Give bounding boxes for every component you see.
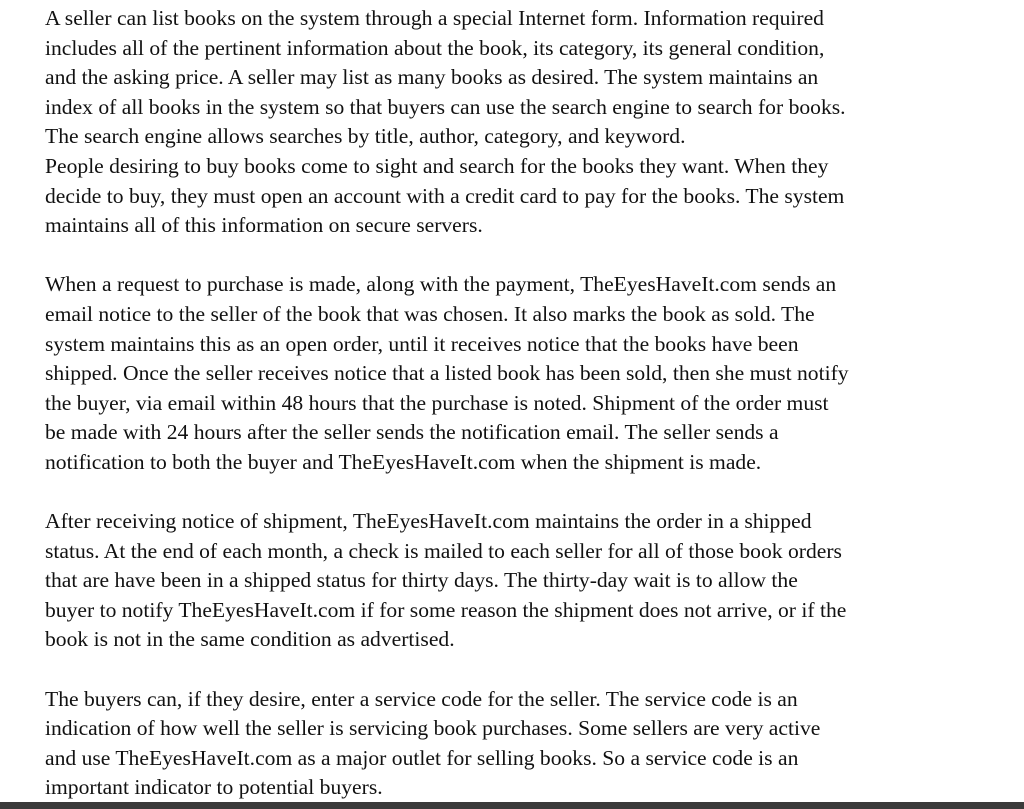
text-line: book is not in the same condition as advertised. bbox=[45, 627, 455, 652]
text-line: email notice to the seller of the book that was chosen. It also marks the book as sold. The bbox=[45, 301, 815, 326]
text-line: maintains all of this information on secure servers. bbox=[45, 213, 483, 238]
text-line: the buyer, via email within 48 hours that the purchase is noted. Shipment of the order must bbox=[45, 390, 829, 415]
paragraph-seller-listing bbox=[45, 4, 1017, 152]
text-line: decide to buy, they must open an account with a credit card to pay for the books. The system bbox=[45, 183, 845, 208]
text-line: status. At the end of each month, a check is mailed to each seller for all of those book orders bbox=[45, 538, 842, 563]
paragraph-spacer bbox=[45, 241, 1017, 271]
text-line: shipped. Once the seller receives notice that a listed book has been sold, then she must notify bbox=[45, 361, 849, 386]
text-line: includes all of the pertinent information about the book, its category, its general condition, bbox=[45, 35, 825, 60]
document-body bbox=[45, 4, 1017, 803]
text-line: When a request to purchase is made, along with the payment, TheEyesHaveIt.com sends an bbox=[45, 272, 837, 297]
paragraph-spacer bbox=[45, 478, 1017, 508]
text-line: and the asking price. A seller may list as many books as desired. The system maintains an bbox=[45, 65, 819, 90]
text-line: be made with 24 hours after the seller sends the notification email. The seller sends a bbox=[45, 420, 779, 445]
paragraph-shipment-status bbox=[45, 507, 1017, 655]
text-line: A seller can list books on the system through a special Internet form. Information required bbox=[45, 6, 824, 30]
text-line: that are have been in a shipped status for thirty days. The thirty-day wait is to allow the bbox=[45, 568, 798, 593]
text-line: system maintains this as an open order, until it receives notice that the books have been bbox=[45, 331, 799, 356]
text-line: important indicator to potential buyers. bbox=[45, 775, 383, 800]
text-line: People desiring to buy books come to sight and search for the books they want. When they bbox=[45, 153, 829, 178]
text-line: notification to both the buyer and TheEyesHaveIt.com when the shipment is made. bbox=[45, 449, 762, 474]
text-line: indication of how well the seller is servicing book purchases. Some sellers are very active bbox=[45, 716, 821, 741]
text-line: The buyers can, if they desire, enter a service code for the seller. The service code is an bbox=[45, 686, 798, 711]
text-line: The search engine allows searches by title, author, category, and keyword. bbox=[45, 124, 686, 149]
text-line: and use TheEyesHaveIt.com as a major outlet for selling books. So a service code is an bbox=[45, 745, 799, 770]
paragraph-spacer bbox=[45, 655, 1017, 685]
text-line: index of all books in the system so that buyers can use the search engine to search for books. bbox=[45, 94, 846, 119]
paragraph-service-code bbox=[45, 685, 1017, 803]
text-line: After receiving notice of shipment, TheEyesHaveIt.com maintains the order in a shipped bbox=[45, 509, 812, 534]
paragraph-buyer-account bbox=[45, 152, 1017, 241]
paragraph-purchase-request bbox=[45, 270, 1017, 477]
page-bottom-edge bbox=[0, 802, 1024, 809]
text-line: buyer to notify TheEyesHaveIt.com if for some reason the shipment does not arrive, or if the bbox=[45, 597, 847, 622]
